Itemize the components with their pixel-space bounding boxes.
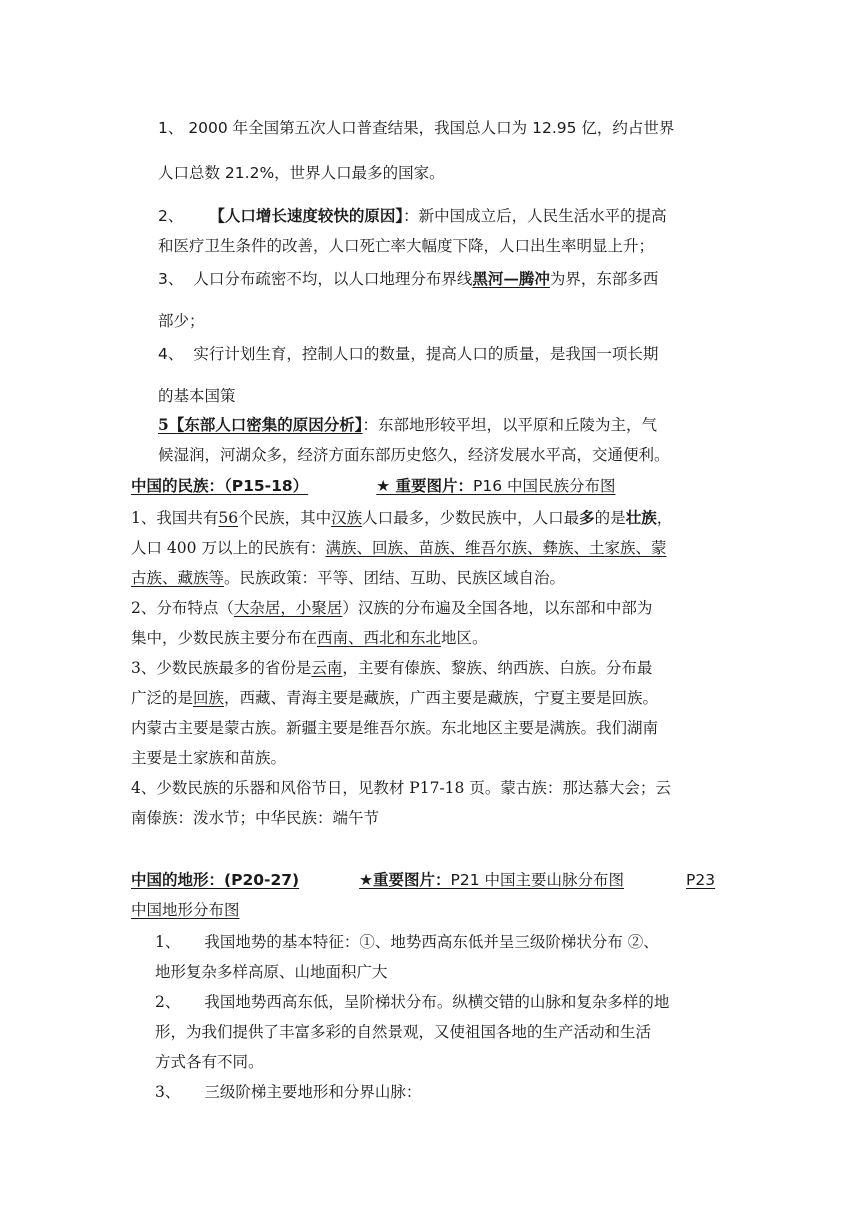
pop-item-1-line-1 <box>158 117 674 139</box>
ethnic-heading <box>131 475 615 497</box>
terrain-item-1-line-1: 1、 我国地势的基本特征：①、地势西高东低并呈三级阶梯状分布 ②、 <box>155 933 659 951</box>
item-number: 4、 <box>158 345 184 363</box>
pop-item-4-line-2: 的基本国策 <box>158 387 236 405</box>
item-number: 3、 <box>155 1083 181 1101</box>
star-label: ★重要图片： <box>359 871 451 889</box>
important-figure-ref: P21 中国主要山脉分布图 <box>450 871 625 889</box>
pop-item-2-line-2: 和医疗卫生条件的改善，人口死亡率大幅度下降，人口出生率明显上升； <box>158 237 655 255</box>
ethnic-p3-line-3: 内蒙古主要是蒙古族。新疆主要是维吾尔族。东北地区主要是满族。我们湖南 <box>131 719 659 737</box>
important-figure-ref: P16 中国民族分布图 <box>472 477 616 495</box>
ethnic-p3-line-1: 3、少数民族最多的省份是云南，主要有傣族、黎族、纳西族、白族。分布最 <box>131 659 653 677</box>
terrain-heading-title: 中国的地形：(P20-27) <box>131 871 300 889</box>
pop-item-3-line-1: 3、 人口分布疏密不均，以人口地理分布界线黑河—腾冲为界，东部多西 <box>158 269 659 288</box>
item-number: 1、 <box>155 933 181 951</box>
terrain-item-2-line-1: 2、 我国地势西高东低，呈阶梯状分布。纵横交错的山脉和复杂多样的地 <box>155 993 670 1011</box>
item-number: 3、 <box>158 270 184 288</box>
ethnic-p1-line-2: 人口 400 万以上的民族有：满族、回族、苗族、维吾尔族、彝族、土家族、蒙 <box>131 539 667 557</box>
pop-item-4-line-1: 4、 实行计划生育，控制人口的数量，提高人口的质量，是我国一项长期 <box>158 345 659 363</box>
ethnic-p4-line-1: 4、少数民族的乐器和风俗节日，见教材 P17-18 页。蒙古族：那达慕大会；云 <box>131 779 671 797</box>
ethnic-p3-line-4: 主要是土家族和苗族。 <box>131 749 287 767</box>
item-number: 2、 <box>158 207 184 225</box>
heihe-tengchong-line: 黑河—腾冲 <box>472 269 550 288</box>
item-number: 1、 <box>158 119 184 137</box>
ethnic-p2-line-2: 集中，少数民族主要分布在西南、西北和东北地区。 <box>131 629 488 647</box>
ethnic-list: 满族、回族、苗族、维吾尔族、彝族、土家族、蒙 <box>325 539 667 557</box>
terrain-heading: 中国的地形：(P20-27) ★重要图片：P21 中国主要山脉分布图 P23 <box>131 871 716 889</box>
ethnic-p2-line-1: 2、分布特点（大杂居，小聚居）汉族的分布遍及全国各地，以东部和中部为 <box>131 599 653 617</box>
ethnic-heading-title: 中国的民族：（P15-18） <box>131 477 309 495</box>
ethnic-p4-line-2: 南傣族：泼水节；中华民族：端午节 <box>131 809 380 827</box>
pop-item-1-line-2: 人口总数 21.2%，世界人口最多的国家。 <box>158 164 445 182</box>
ethnic-p3-line-2: 广泛的是回族，西藏、青海主要是藏族，广西主要是藏族，宁夏主要是回族。 <box>131 689 659 707</box>
star-label: ★ 重要图片： <box>376 477 473 495</box>
terrain-item-2-line-2: 形，为我们提供了丰富多彩的自然景观，又使祖国各地的生产活动和生活 <box>155 1023 652 1041</box>
terrain-item-1-line-2: 地形复杂多样高原、山地面积广大 <box>155 963 388 981</box>
pop-item-3-line-2: 部少； <box>158 312 205 330</box>
east-density-reason-title: 5【东部人口密集的原因分析】 <box>158 415 363 434</box>
pop-item-5-line-2: 候湿润，河湖众多，经济方面东部历史悠久，经济发展水平高，交通便利。 <box>158 446 670 464</box>
terrain-item-3-line-1: 3、 三级阶梯主要地形和分界山脉： <box>155 1083 422 1101</box>
terrain-item-2-line-3: 方式各有不同。 <box>155 1053 264 1071</box>
pop-item-1-text: 2000 年全国第五次人口普查结果，我国总人口为 12.95 亿，约占世界 <box>188 119 675 137</box>
item-number: 2、 <box>155 993 181 1011</box>
pop-growth-reason-text: ：新中国成立后，人民生活水平的提高 <box>403 207 667 225</box>
terrain-heading-line-2: 中国地形分布图 <box>131 901 240 919</box>
ethnic-p1-line-1: 1、我国共有56个民族，其中汉族人口最多，少数民族中，人口最多的是壮族， <box>131 508 673 527</box>
pop-item-2-line-1 <box>158 205 667 227</box>
pop-growth-reason-title: 【人口增长速度较快的原因】 <box>209 206 404 225</box>
ethnic-p1-line-3: 古族、藏族等。民族政策：平等、团结、互助、民族区域自治。 <box>131 569 566 587</box>
pop-item-5-line-1: 5【东部人口密集的原因分析】：东部地形较平坦，以平原和丘陵为主，气 <box>158 415 658 434</box>
